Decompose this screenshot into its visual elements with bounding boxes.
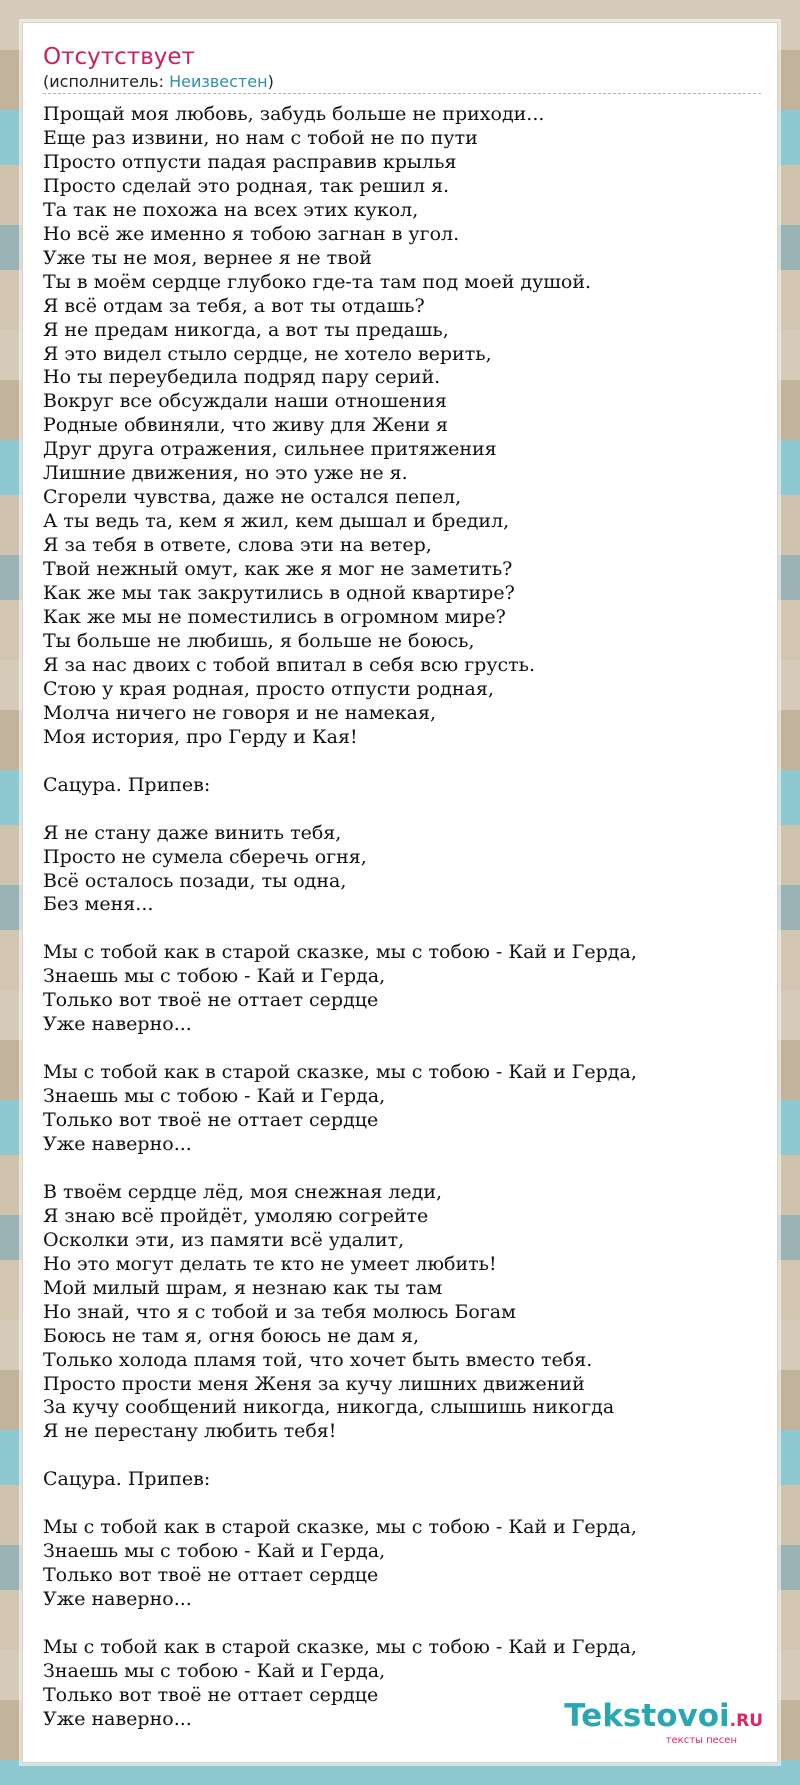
logo-wordmark <box>564 1700 763 1737</box>
artist-prefix: (исполнитель: <box>43 72 170 91</box>
lyrics-card <box>22 22 778 1763</box>
artist-line <box>43 72 761 94</box>
artist-suffix: ) <box>267 72 274 91</box>
site-logo[interactable] <box>564 1700 763 1746</box>
song-title: Отсутствует <box>43 44 195 70</box>
logo-name: Tekstovoi <box>564 1698 730 1734</box>
logo-tagline: тексты песен <box>665 1735 737 1746</box>
logo-tld: .RU <box>729 1711 763 1731</box>
lyrics-text: Прощай моя любовь, забудь больше не приходи... Еще раз извини, но нам с тобой не по пути Просто отпусти падая расправив крылья Просто сделай это родная, так решил я. Та так не похожа на всех этих кукол, Но всё же именно я тобою загнан в угол. Уже ты не моя, вернее я не твой Ты в моём сердце глубоко где-та там под моей душой. Я всё отдам за тебя, а вот ты отдашь? Я не предам никогда, а вот ты предашь, Я это видел стыло сердце, не хотело верить, Но ты переубедила подряд пару серий. Вокруг все обсуждали наши отношения Родные обвиняли, что живу для Жени я Друг друга отражения, сильнее притяжения Лишние движения, но это уже не я. Сгорели чувства, даже не остался пепел, А ты ведь та, кем я жил, кем дышал и бредил, Я за тебя в ответе, слова эти на ветер, Твой нежный омут, как же я мог не заметить? Как же мы так закрутились в одной квартире? Как же мы не поместились в огромном мире? Ты больше не любишь, я больше не боюсь, Я за нас двоих с тобой впитал в себя всю грусть. Стою у края родная, просто отпусти родная, Молча ничего не говоря и не намекая, Моя история, про Герду и Кая! Сацура. Припев: Я не стану даже винить тебя, Просто не сумела сберечь огня, Всё осталось позади, ты одна, Без меня... Мы с тобой как в старой сказке, мы с тобою - Кай и Герда, Знаешь мы с тобою - Кай и Герда, Только вот твоё не оттает сердце Уже наверно... Мы с тобой как в старой сказке, мы с тобою - Кай и Герда, Знаешь мы с тобою - Кай и Герда, Только вот твоё не оттает сердце Уже наверно... В твоём сердце лёд, моя снежная леди, Я знаю всё пройдёт, умоляю согрейте Осколки эти, из памяти всё удалит, Но это могут делать те кто не умеет любить! Мой милый шрам, я незнаю как ты там Но знай, что я с тобой и за тебя молюсь Богам Боюсь не там я, огня боюсь не дам я, Только холода пламя той, что хочет быть вместо тебя. Просто прости меня Женя за кучу лишних движений За кучу сообщений никогда, никогда, слышишь никогда Я не перестану любить тебя! Сацура. Припев: Мы с тобой как в старой сказке, мы с тобою - Кай и Герда, Знаешь мы с тобою - Кай и Герда, Только вот твоё не оттает сердце Уже наверно... Мы с тобой как в старой сказке, мы с тобою - Кай и Герда, Знаешь мы с тобою - Кай и Герда, Только вот твоё не оттает сердце Уже наверно... <box>43 103 637 1730</box>
artist-link[interactable]: Неизвестен <box>169 72 268 91</box>
